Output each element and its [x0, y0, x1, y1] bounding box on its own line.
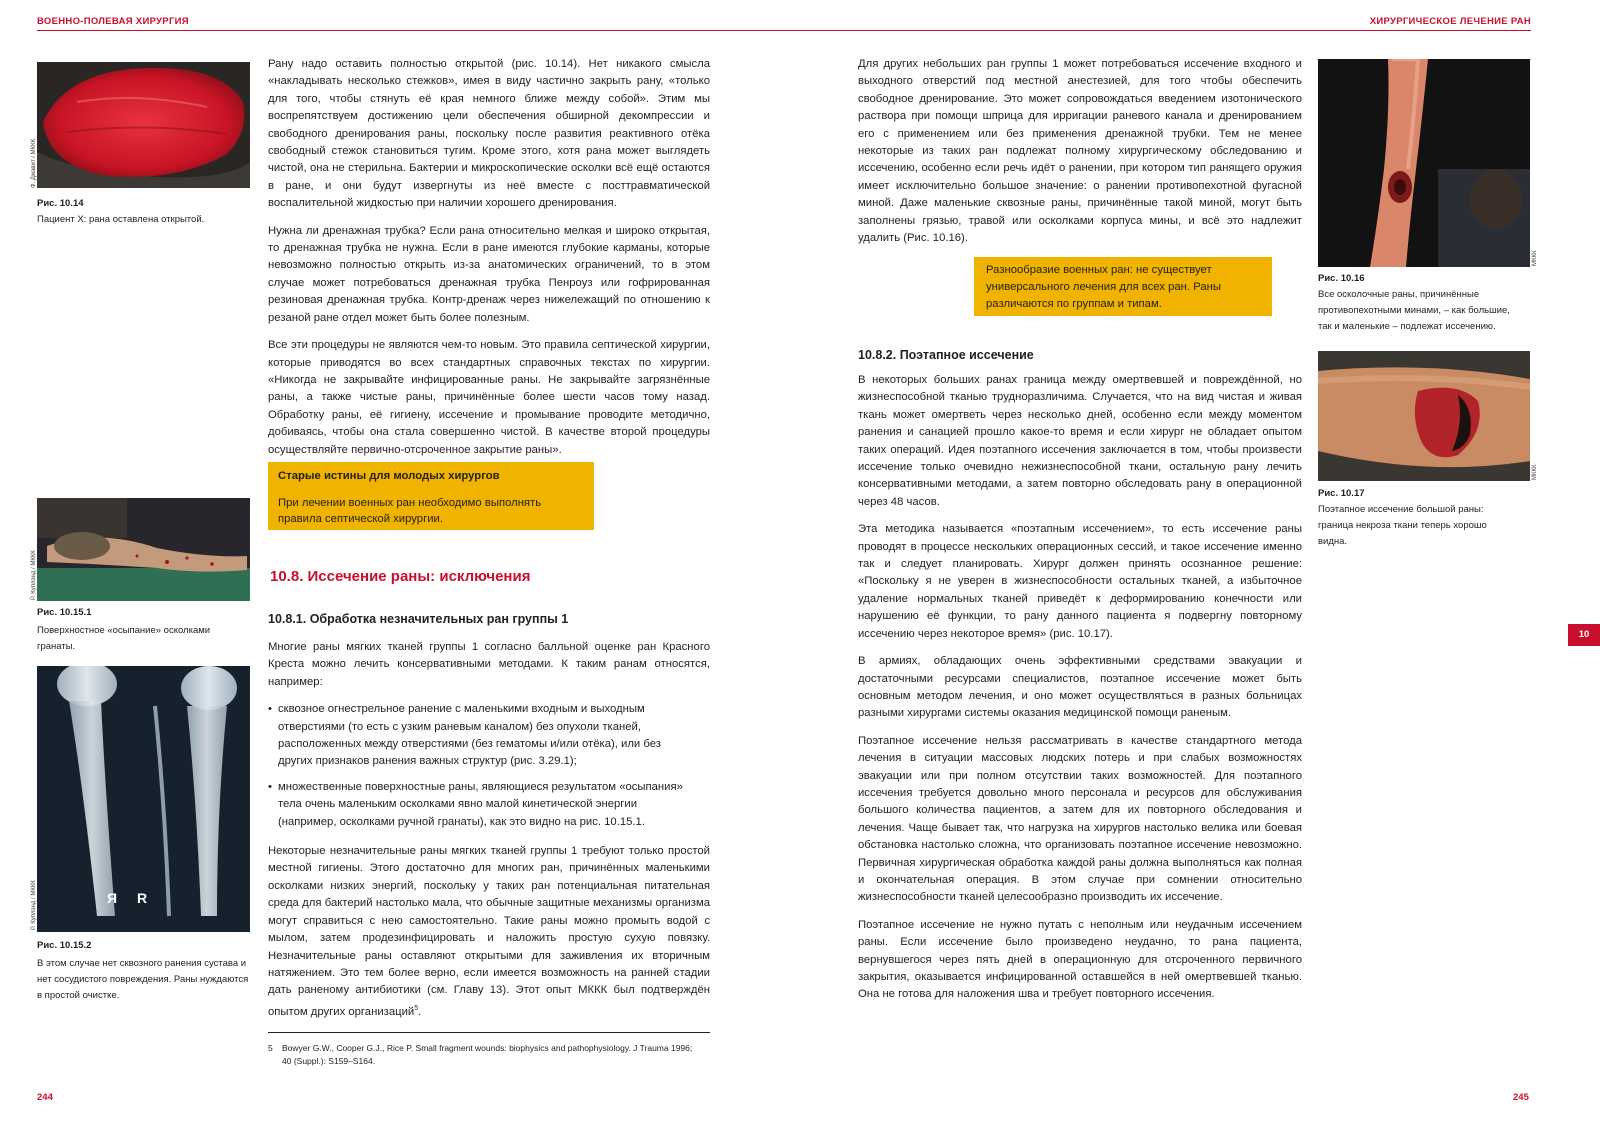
figure-10-17-label: Рис. 10.17 — [1318, 488, 1365, 499]
figure-10-15-1-credit: Р. Куплэнд / МККК — [31, 550, 37, 600]
figure-10-15-2-label: Рис. 10.15.2 — [37, 940, 92, 951]
folio-left: 244 — [37, 1092, 53, 1103]
figure-10-14-caption: Пациент X: рана оставлена открытой. — [37, 214, 205, 225]
left-body-text-2 — [268, 639, 710, 1031]
figure-10-15-2-photo — [37, 666, 250, 932]
staged-excision-wound-image — [1318, 351, 1530, 481]
paragraph: Некоторые незначительные раны мягких тканей группы 1 требуют только простой местной гигиены. Этого достаточно для многих ран, причинённых маленькими осколками низких энергий, поскольку у таких ран потенциальная питательная среда для бактерий настолько мала, что обычные защитные механизмы организма могут справиться с нею самостоятельно. Такие раны можно промыть водой с мылом, затем продезинфицировать и наложить простую сухую повязку. Незначительные раны оставляют открытыми для заживления их вторичным натяжением. Это тем более верно, если имеется возможность на ранней стадии дать раненому антибиотики (см. Главу 13). Этот опыт МККК был подтверждён опытом других организаций$^5$. — [268, 845, 710, 1018]
left-body-text — [268, 56, 710, 469]
figure-10-15-2-credit: Р. Куплэнд / МККК — [31, 880, 37, 930]
figure-10-14-photo — [37, 62, 250, 188]
running-head-right: ХИРУРГИЧЕСКОЕ ЛЕЧЕНИЕ РАН — [858, 14, 1531, 31]
subsection-heading-10-8-1: 10.8.1. Обработка незначительных ран группы 1 — [268, 612, 569, 626]
paragraph: Для других небольших ран группы 1 может потребоваться иссечение входного и выходного отверстий под местной анестезией, для того чтобы обеспечить свободное дренирование. Это может сопровождаться введением изотонического раствора при помощи шприца для ирригации раневого канала и дренированием его с применением или без применения дренажной трубки. Тем не менее некоторые из таких ран подлежат полному хирургическому обследованию и иссечению, особенно если речь идёт о ранении, при котором тип ранящего оружия имеет исключительно большое значение: о ранении противопехотной фугасной миной. Даже маленькие сквозные раны, причинённые такой миной, могут быть заполнены грязью, травой или осколками корпуса мины, и всё это надлежит удалить (Рис. 10.16). — [858, 58, 1302, 245]
open-wound-image — [37, 62, 250, 188]
note-box-text: При лечении военных ран необходимо выполнять правила септической хирургии. — [278, 497, 542, 525]
figure-10-15-1-label: Рис. 10.15.1 — [37, 607, 92, 618]
paragraph: Поэтапное иссечение нельзя рассматривать в качестве стандартного метода лечения в ситуации массовых людских потерь и при слабых возможностях эвакуации или при полном отсутствии таких возможностей. Для поэтапного иссечения требуется довольно много персонала и ресурсов для обслуживания большого количества пациентов, а затем для их повторного обследования и лечения. Чаще бывает так, что нагрузка на хирургов настолько велика или боевая обстановка настолько сложна, что организовать поэтапное иссечение невозможно. Первичная хирургическая обработка каждой раны должна выполняться как полная и окончательная операция. В этом случае при сомнении относительно жизнеспособности тканей целесообразно производить их иссечение. — [858, 734, 1302, 904]
paragraph: Все эти процедуры не являются чем-то новым. Это правила септической хирургии, которые приводятся во всех стандартных справочных текстах по хирургии. «Никогда не закрывайте инфицированные раны. Не закрывайте загрязнённые раны, а также чистые раны, причинённые более шести часов тому назад. Обработку раны, её гигиену, иссечение и промывание проводите методично, добиваясь, чтобы она стала совершенно чистой. В качестве второй процедуры осуществляйте первично-отсроченное закрытие раны». — [268, 339, 710, 456]
xray-markers: Я R — [107, 890, 156, 906]
patient-on-table-image — [37, 498, 250, 601]
figure-10-16-credit: МККК — [1532, 250, 1538, 266]
list-item: • сквозное огнестрельное ранение с маленькими входным и выходным отверстиями (то есть с узким раневым каналом) без опухоли тканей, расположенных между отверстиями (без гематомы и/или отёка), или без других признаков ранения важных структур (рис. 3.29.1); — [268, 701, 710, 771]
section-heading-10-8: 10.8. Иссечение раны: исключения — [270, 568, 531, 585]
figure-10-14-credit: Ф. Джавит / МККК — [31, 138, 37, 188]
note-box-text: Разнообразие военных ран: не существует универсального лечения для всех ран. Раны различаются по группам и типам. — [986, 264, 1222, 310]
note-box-title: Старые истины для молодых хирургов — [278, 470, 500, 482]
figure-10-16-photo — [1318, 59, 1530, 267]
note-box-wound-variety — [974, 257, 1272, 316]
figure-10-16-caption: Все осколочные раны, причинённые противопехотными минами, – как большие, так и маленькие – подлежат иссечению. — [1318, 289, 1510, 332]
paragraph: В армиях, обладающих очень эффективными средствами эвакуации и достаточными ресурсами специалистов, поэтапное иссечение может быть основным методом лечения, и оно может осуществляться в разных больницах разными хирургами системы оказания медицинской помощи раненым. — [858, 655, 1302, 720]
paragraph: Поэтапное иссечение не нужно путать с неполным или неудачным иссечением раны. Если иссечение было произведено неудачно, то рана пациента, вернувшегося через пять дней в операционную для отсроченного первичного закрытия, оказывается инфицированной оставшейся в ней омертвевшей тканью. Она не готова для наложения шва и требует повторного иссечения. — [858, 918, 1302, 1001]
paragraph: Многие раны мягких тканей группы 1 согласно балльной оценке ран Красного Креста можно лечить консервативными методами. К таким ранам относятся, например: — [268, 641, 710, 688]
footnote-rule — [268, 1032, 710, 1033]
folio-right: 245 — [1513, 1092, 1529, 1103]
figure-10-15-1-photo — [37, 498, 250, 601]
figure-10-15-2-caption: В этом случае нет сквозного ранения сустава и нет сосудистого повреждения. Раны нуждаются в простой очистке. — [37, 958, 249, 1001]
closing-paragraph-text: Некоторые незначительные раны мягких тканей группы 1 требуют только простой местной гигиены. Этого достаточно для многих ран, причинённых маленькими осколками низких энергий, поскольку у таких ран потенциальная питательная среда для бактерий настолько мала, что обычные защитные механизмы организма могут справиться с нею самостоятельно. Такие раны можно промыть водой с мылом, затем продезинфицировать и наложить простую сухую повязку. Незначительные раны оставляют открытыми для заживления их вторичным натяжением. Это тем более верно, если имеется возможность на ранней стадии дать раненому антибиотики (см. Главу 13). Этот опыт МККК был подтверждён опытом других организаций — [268, 845, 710, 1018]
figure-10-16-label: Рис. 10.16 — [1318, 273, 1365, 284]
paragraph: В некоторых больших ранах граница между омертвевшей и повреждённой, но жизнеспособной тканью трудноразличима. Случается, что на вид чистая и живая ткань может омертветь через несколько дней, особенно если между моментом ранения и санацией прошло какое-то время и если хирург не обладает опытом таких операций. Идея поэтапного иссечения заключается в том, чтобы произвести иссечение только очевидно нежизнеспособной ткани, остальную рану лечить консервативными методами, а затем повторно обследовать рану в операционной через 48 часов. — [858, 374, 1302, 508]
paragraph: Эта методика называется «поэтапным иссечением», то есть иссечение раны проводят в процессе нескольких операционных сессий, и такое иссечение именно так и следует планировать. Хирург должен принять осознанное решение: «Поскольку я не уверен в жизнеспособности остальных тканей, а избыточное удаление нормальных тканей приведёт к деформированию конечности или нарушению её функции, то рану данного пациента я подвергну повторному иссечению через некоторое время» (рис. 10.17). — [858, 523, 1302, 640]
list-item: • множественные поверхностные раны, являющиеся результатом «осыпания» тела очень маленьким осколками явно малой кинетической энергии (например, осколками ручной гранаты), как это видно на рис. 10.15.1. — [268, 779, 710, 831]
footnote-number: 5 — [268, 1043, 273, 1053]
figure-10-17-photo — [1318, 351, 1530, 481]
figure-10-15-1-caption: Поверхностное «осыпание» осколками гранаты. — [37, 625, 211, 652]
mine-wound-leg-image — [1318, 59, 1530, 267]
right-body-top — [858, 56, 1302, 257]
subsection-heading-10-8-2: 10.8.2. Поэтапное иссечение — [858, 348, 1034, 362]
footnote-ref: 5 — [414, 1004, 419, 1012]
chapter-tab: 10 — [1568, 624, 1600, 646]
figure-10-14-label: Рис. 10.14 — [37, 198, 84, 209]
figure-10-17-credit: МККК — [1532, 464, 1538, 480]
bullet-list — [268, 701, 710, 831]
footnote-text: Bowyer G.W., Cooper G.J., Rice P. Small fragment wounds: biophysics and pathophysiology. J Trauma 1996; 40 (Suppl.): S159–S164. — [282, 1043, 693, 1066]
paragraph: Рану надо оставить полностью открытой (рис. 10.14). Нет никакого смысла «накладывать несколько стежков», имея в виду частично закрыть рану, «только для того, чтобы стянуть её края немного ближе между собой». Этим мы воспрепятствуем достижению цели обеспечения обширной декомпрессии и свободного дренирования раны, поскольку после развития реактивного отёка свободный стежок становиться тугим. Кроме этого, хотя рана может выглядеть чистой, она не стерильна. Бактерии и микроскопические осколки всё ещё остаются в ране, и они будут извергнуты из неё вместе с посттравматической воспалительной жидкостью при наличии хорошего дренирования. — [268, 58, 710, 210]
note-box-old-truths — [268, 462, 594, 530]
figure-10-17-caption: Поэтапное иссечение большой раны: граница некроза ткани теперь хорошо видна. — [1318, 504, 1487, 547]
right-body-text — [858, 372, 1302, 1014]
running-head-left: ВОЕННО-ПОЛЕВАЯ ХИРУРГИЯ — [37, 14, 950, 31]
paragraph: Нужна ли дренажная трубка? Если рана относительно мелкая и широко открытая, то дренажная трубка не нужна. Если в ране имеются глубокие карманы, которые невозможно полностью открыть из-за анатомических ограничений, то в этом случае может потребоваться дренажная трубка Пенроуз или гофрированная резиновая дренажная трубка. Контр-дренаж через нижележащий по отношению к резаной ране отдел может быть более полезным. — [268, 224, 710, 324]
